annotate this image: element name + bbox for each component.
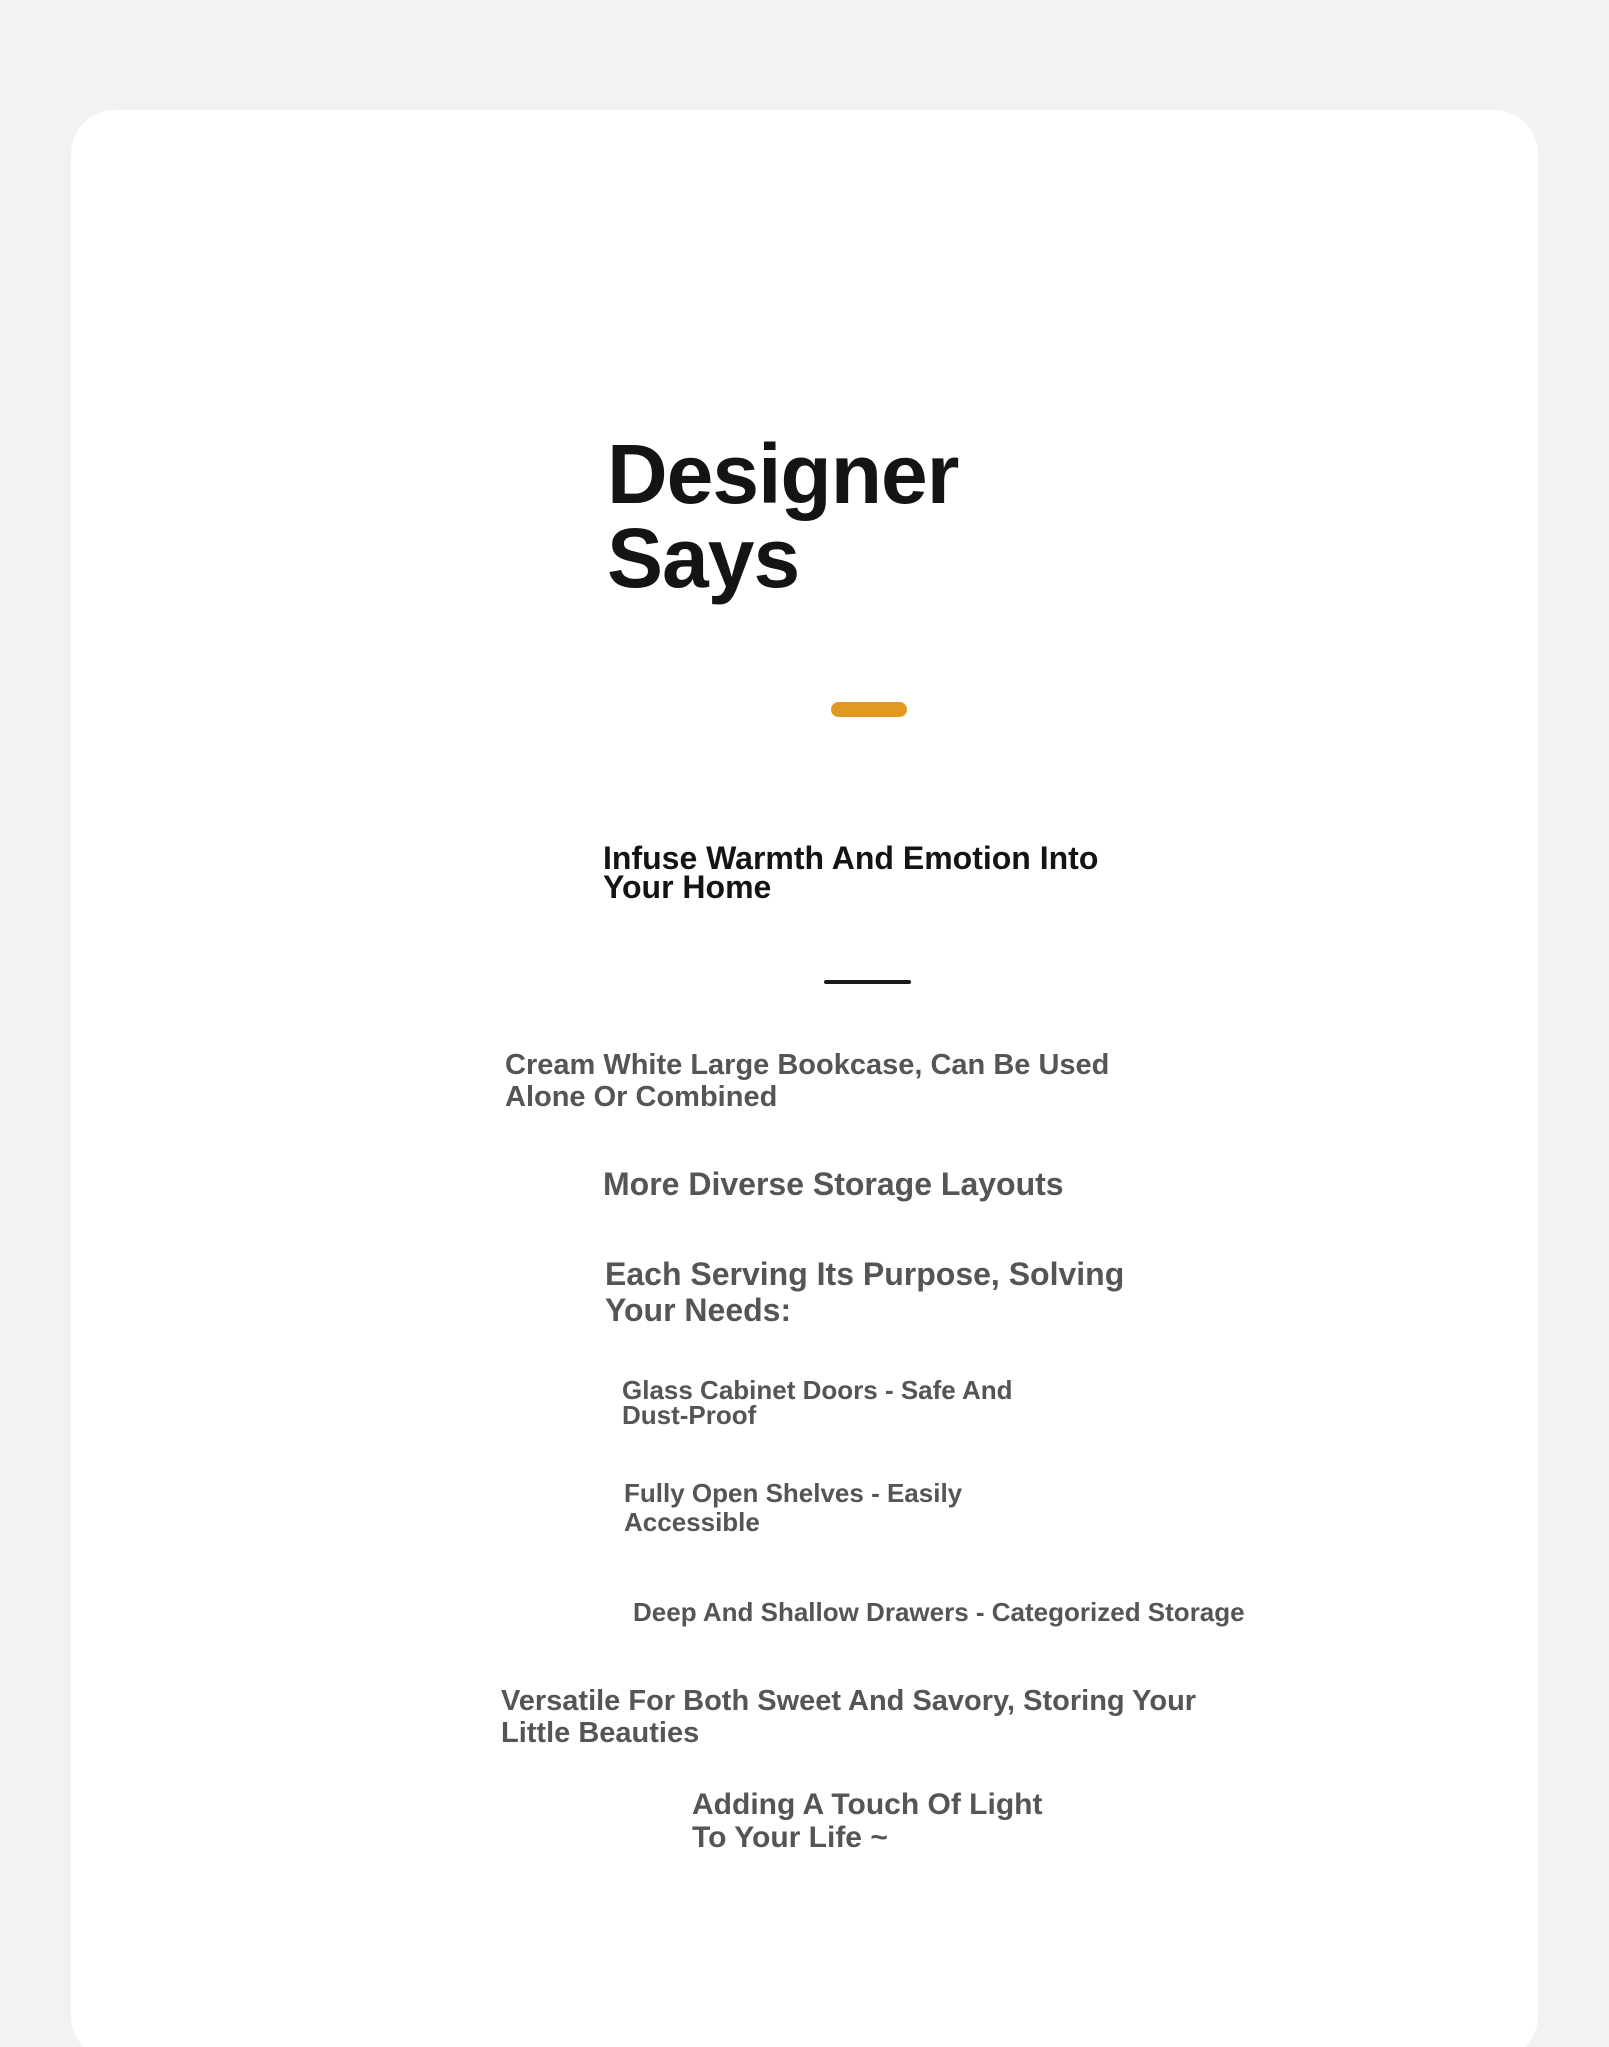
page-title: Designer Says	[607, 427, 959, 605]
feature-drawers: Deep And Shallow Drawers - Categorized Storage	[633, 1597, 1245, 1627]
text-line-storage-layouts: More Diverse Storage Layouts	[603, 1166, 1064, 1202]
text-line-closing: Adding A Touch Of Light To Your Life ~	[692, 1788, 1043, 1854]
section-divider	[824, 980, 911, 984]
accent-bar	[831, 702, 907, 717]
text-line-bookcase: Cream White Large Bookcase, Can Be Used Alone Or Combined	[505, 1049, 1110, 1113]
feature-glass-doors: Glass Cabinet Doors - Safe And Dust-Proof	[622, 1375, 1013, 1430]
text-line-purpose: Each Serving Its Purpose, Solving Your Needs:	[605, 1256, 1125, 1328]
text-line-versatile: Versatile For Both Sweet And Savory, Storing Your Little Beauties	[501, 1685, 1197, 1749]
feature-open-shelves: Fully Open Shelves - Easily Accessible	[624, 1478, 963, 1537]
content-card	[71, 110, 1538, 2047]
page-subtitle: Infuse Warmth And Emotion Into Your Home	[603, 840, 1099, 905]
